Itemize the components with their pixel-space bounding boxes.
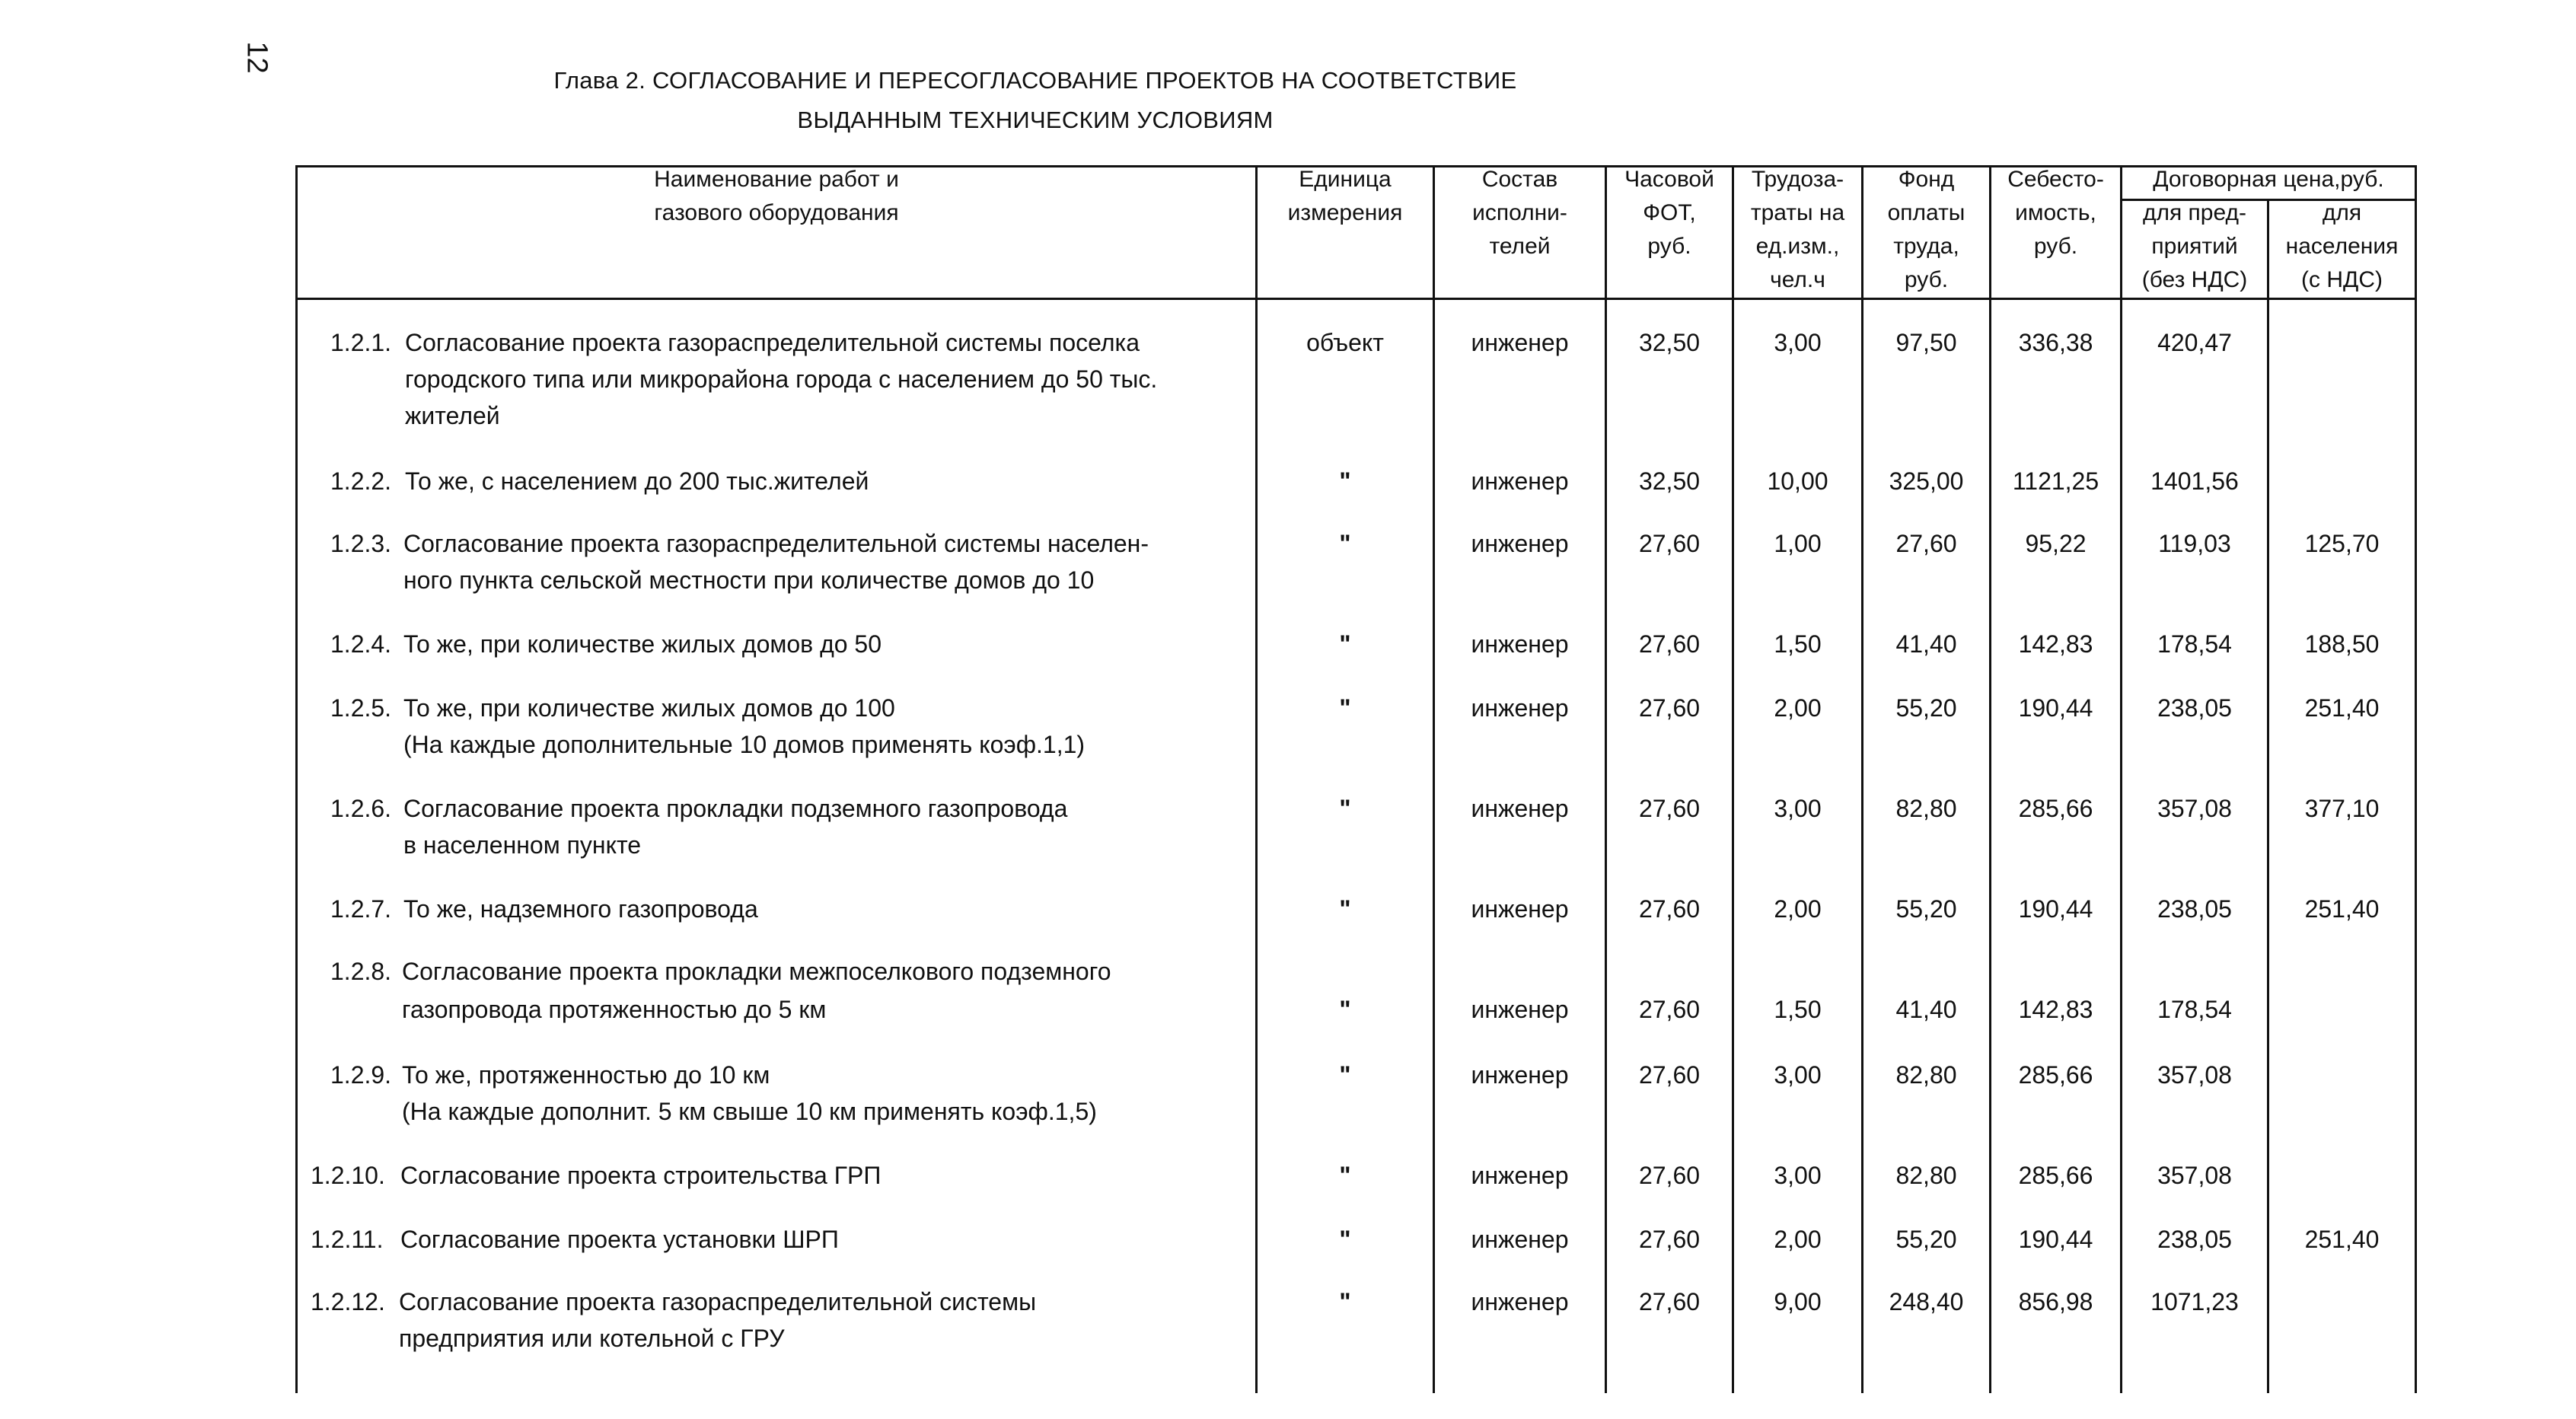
row-staff: инженер <box>1471 795 1569 822</box>
row-fund: 41,40 <box>1895 996 1957 1023</box>
row-labor: 2,00 <box>1774 694 1822 722</box>
row-number: 1.2.10. <box>311 1162 385 1189</box>
row-name-line: (На каждые дополнит. 5 км свыше 10 км применять коэф.1,5) <box>402 1098 1097 1125</box>
row-number: 1.2.4. <box>330 630 392 658</box>
header-hourly: Часовой ФОТ, руб. <box>1624 167 1714 259</box>
row-name-line: ного пункта сельской местности при количестве домов до 10 <box>403 566 1095 594</box>
row-cost: 1121,25 <box>2012 467 2099 495</box>
header-population: для населения (с НДС) <box>2285 200 2399 292</box>
header-enterprise: для пред- приятий (без НДС) <box>2141 200 2248 292</box>
row-labor: 3,00 <box>1774 1061 1822 1089</box>
row-staff: инженер <box>1471 1288 1569 1315</box>
row-unit: " <box>1339 630 1351 658</box>
row-enterprise-price: 420,47 <box>2157 329 2232 356</box>
row-cost: 95,22 <box>2025 530 2087 557</box>
row-staff: инженер <box>1471 630 1569 658</box>
title-line-1: Глава 2. СОГЛАСОВАНИЕ И ПЕРЕСОГЛАСОВАНИЕ ПРОЕКТОВ НА СООТВЕТСТВИЕ <box>553 67 1517 94</box>
row-number: 1.2.1. <box>330 329 392 356</box>
row-fund: 27,60 <box>1895 530 1957 557</box>
row-enterprise-price: 178,54 <box>2157 630 2232 658</box>
row-staff: инженер <box>1471 895 1569 923</box>
row-enterprise-price: 119,03 <box>2158 530 2231 557</box>
page-number: 12 <box>241 41 273 74</box>
row-labor: 9,00 <box>1774 1288 1822 1315</box>
row-labor: 1,50 <box>1774 996 1822 1023</box>
row-name-line: Согласование проекта газораспределительной системы населен- <box>403 530 1149 557</box>
header-fund: Фонд оплаты труда, руб. <box>1887 167 1965 292</box>
row-hourly: 27,60 <box>1638 1288 1701 1315</box>
row-labor: 2,00 <box>1774 895 1822 923</box>
row-fund: 82,80 <box>1895 1061 1957 1089</box>
header-name: Наименование работ и газового оборудования <box>654 167 899 225</box>
row-hourly: 27,60 <box>1638 895 1701 923</box>
row-unit: " <box>1339 996 1351 1023</box>
row-unit: объект <box>1306 329 1384 356</box>
col-border-9 <box>2415 165 2417 1393</box>
row-fund: 82,80 <box>1895 1162 1957 1189</box>
row-number: 1.2.8. <box>330 958 392 985</box>
row-hourly: 27,60 <box>1638 530 1701 557</box>
row-unit: " <box>1339 694 1351 722</box>
row-name-line: Согласование проекта установки ШРП <box>400 1226 839 1253</box>
row-number: 1.2.11. <box>311 1226 384 1253</box>
row-name-line: газопровода протяженностью до 5 км <box>402 996 827 1023</box>
row-labor: 1,00 <box>1774 530 1822 557</box>
row-enterprise-price: 238,05 <box>2157 895 2232 923</box>
row-labor: 3,00 <box>1774 329 1822 356</box>
row-hourly: 27,60 <box>1638 630 1701 658</box>
row-name-line: То же, при количестве жилых домов до 100 <box>403 694 895 722</box>
row-name-line: Согласование проекта газораспределительной системы <box>399 1288 1037 1315</box>
row-staff: инженер <box>1471 996 1569 1023</box>
row-number: 1.2.12. <box>311 1288 385 1315</box>
row-name-line: (На каждые дополнительные 10 домов применять коэф.1,1) <box>403 731 1086 758</box>
row-hourly: 27,60 <box>1638 996 1701 1023</box>
row-staff: инженер <box>1471 329 1569 356</box>
row-name-line: в населенном пункте <box>403 831 642 859</box>
row-cost: 142,83 <box>2018 630 2093 658</box>
row-cost: 285,66 <box>2018 1162 2093 1189</box>
row-cost: 285,66 <box>2018 795 2093 822</box>
row-labor: 3,00 <box>1774 795 1822 822</box>
row-staff: инженер <box>1471 1226 1569 1253</box>
col-border-0 <box>295 165 298 1393</box>
row-cost: 336,38 <box>2018 329 2093 356</box>
row-name-line: городского типа или микрорайона города с населением до 50 тыс. <box>405 365 1158 393</box>
header-labor: Трудоза- траты на ед.изм., чел.ч <box>1750 167 1845 292</box>
row-hourly: 32,50 <box>1638 467 1701 495</box>
row-staff: инженер <box>1471 1061 1569 1089</box>
row-enterprise-price: 357,08 <box>2157 1162 2232 1189</box>
row-name-line: Согласование проекта прокладки межпоселкового подземного <box>402 958 1111 985</box>
row-fund: 55,20 <box>1895 694 1957 722</box>
row-fund: 82,80 <box>1895 795 1957 822</box>
row-unit: " <box>1339 1226 1351 1253</box>
row-fund: 41,40 <box>1895 630 1957 658</box>
row-number: 1.2.6. <box>330 795 392 822</box>
row-hourly: 27,60 <box>1638 1061 1701 1089</box>
row-unit: " <box>1339 1061 1351 1089</box>
row-population-price: 125,70 <box>2304 530 2380 557</box>
row-name-line: жителей <box>405 402 500 429</box>
row-fund: 248,40 <box>1889 1288 1964 1315</box>
row-staff: инженер <box>1471 530 1569 557</box>
row-hourly: 27,60 <box>1638 694 1701 722</box>
row-hourly: 27,60 <box>1638 1226 1701 1253</box>
row-enterprise-price: 357,08 <box>2157 795 2232 822</box>
page-title <box>0 61 2071 140</box>
row-hourly: 27,60 <box>1638 1162 1701 1189</box>
header-contract-price: Договорная цена,руб. <box>2153 167 2384 192</box>
row-fund: 55,20 <box>1895 895 1957 923</box>
row-labor: 10,00 <box>1767 467 1828 495</box>
row-unit: " <box>1339 467 1351 495</box>
row-cost: 142,83 <box>2018 996 2093 1023</box>
row-population-price: 377,10 <box>2304 795 2380 822</box>
row-staff: инженер <box>1471 467 1569 495</box>
row-fund: 325,00 <box>1889 467 1964 495</box>
row-enterprise-price: 357,08 <box>2157 1061 2232 1089</box>
row-name-line: То же, надземного газопровода <box>403 895 758 923</box>
row-unit: " <box>1339 1162 1351 1189</box>
row-name-line: Согласование проекта строительства ГРП <box>400 1162 882 1189</box>
row-unit: " <box>1339 1288 1351 1315</box>
row-unit: " <box>1339 795 1351 822</box>
row-unit: " <box>1339 530 1351 557</box>
row-unit: " <box>1339 895 1351 923</box>
row-number: 1.2.7. <box>330 895 392 923</box>
title-line-2: ВЫДАННЫМ ТЕХНИЧЕСКИМ УСЛОВИЯМ <box>797 107 1274 133</box>
row-hourly: 27,60 <box>1638 795 1701 822</box>
row-number: 1.2.9. <box>330 1061 392 1089</box>
row-name-line: Согласование проекта прокладки подземного газопровода <box>403 795 1068 822</box>
row-staff: инженер <box>1471 1162 1569 1189</box>
row-fund: 55,20 <box>1895 1226 1957 1253</box>
row-name-line: То же, с населением до 200 тыс.жителей <box>405 467 869 495</box>
row-cost: 190,44 <box>2018 1226 2093 1253</box>
row-enterprise-price: 1401,56 <box>2150 467 2239 495</box>
row-staff: инженер <box>1471 694 1569 722</box>
row-population-price: 251,40 <box>2304 694 2380 722</box>
row-population-price: 251,40 <box>2304 1226 2380 1253</box>
header-staff: Состав исполни- телей <box>1472 167 1567 259</box>
row-name-line: предприятия или котельной с ГРУ <box>399 1325 785 1352</box>
row-cost: 190,44 <box>2018 895 2093 923</box>
row-population-price: 188,50 <box>2304 630 2380 658</box>
header-bottom-border <box>297 298 2416 300</box>
row-enterprise-price: 238,05 <box>2157 1226 2232 1253</box>
row-cost: 190,44 <box>2018 694 2093 722</box>
row-hourly: 32,50 <box>1638 329 1701 356</box>
row-enterprise-price: 178,54 <box>2157 996 2232 1023</box>
row-labor: 3,00 <box>1774 1162 1822 1189</box>
row-population-price: 251,40 <box>2304 895 2380 923</box>
row-name-line: То же, протяженностью до 10 км <box>402 1061 770 1089</box>
row-cost: 856,98 <box>2018 1288 2093 1315</box>
row-enterprise-price: 238,05 <box>2157 694 2232 722</box>
row-labor: 2,00 <box>1774 1226 1822 1253</box>
header-unit: Единица измерения <box>1287 167 1403 225</box>
row-number: 1.2.3. <box>330 530 392 557</box>
row-number: 1.2.2. <box>330 467 392 495</box>
header-cost: Себесто- имость, руб. <box>2007 167 2104 259</box>
row-number: 1.2.5. <box>330 694 392 722</box>
row-name-line: Согласование проекта газораспределительной системы поселка <box>405 329 1140 356</box>
row-enterprise-price: 1071,23 <box>2150 1288 2239 1315</box>
row-fund: 97,50 <box>1895 329 1957 356</box>
row-labor: 1,50 <box>1774 630 1822 658</box>
row-name-line: То же, при количестве жилых домов до 50 <box>403 630 882 658</box>
row-cost: 285,66 <box>2018 1061 2093 1089</box>
